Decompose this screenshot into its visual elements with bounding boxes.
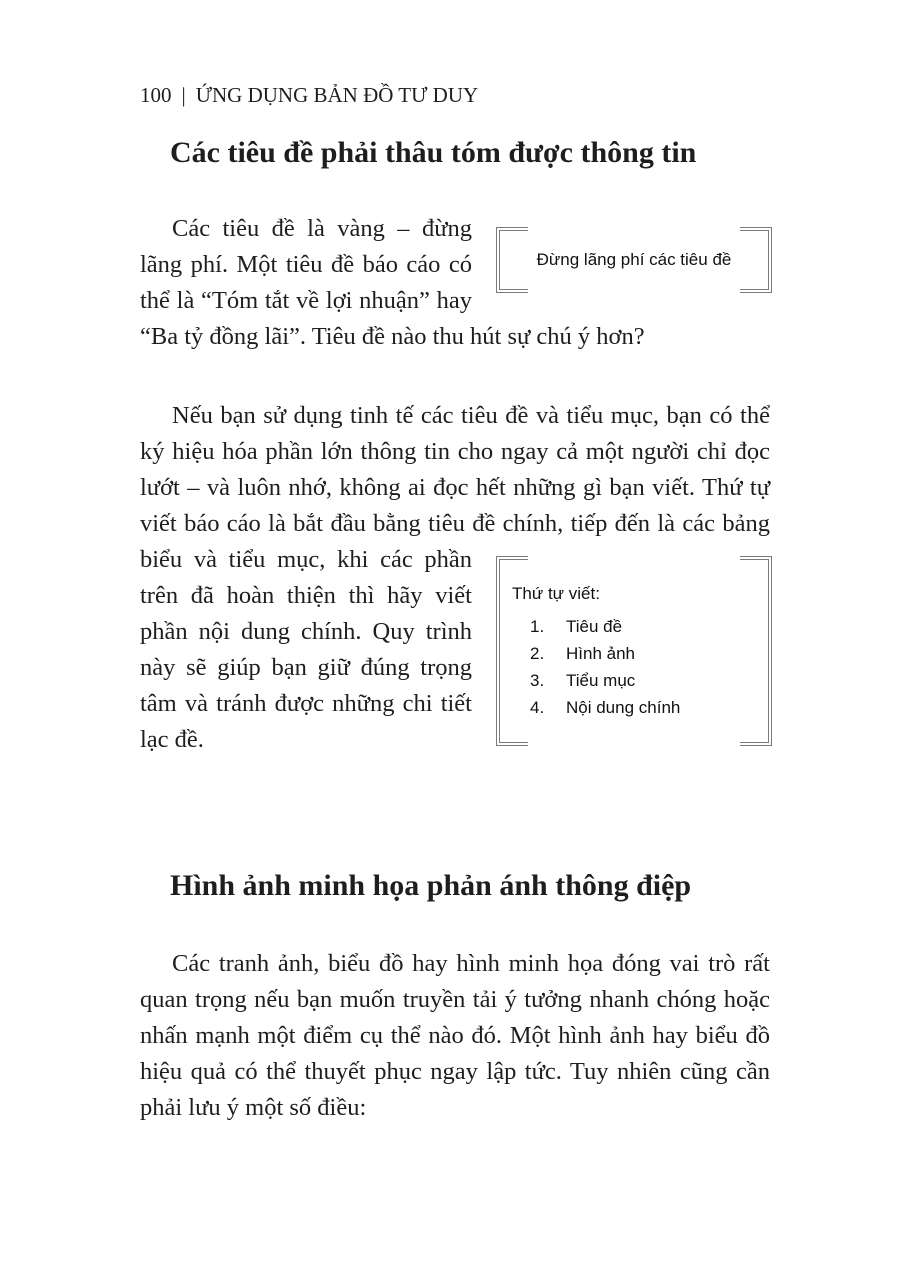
book-title: ỨNG DỤNG BẢN ĐỒ TƯ DUY: [195, 83, 479, 107]
list-item: 1. Tiêu đề: [530, 617, 623, 636]
paragraph-writing-order: [140, 398, 770, 758]
callout-text: Đừng lãng phí các tiêu đề: [536, 250, 732, 269]
running-head: [140, 80, 478, 110]
section-heading-headlines: Các tiêu đề phải thâu tóm được thông tin: [170, 136, 697, 169]
paragraph-text: Các tranh ảnh, biểu đồ hay hình minh họa đóng vai trò rất quan trọng nếu bạn muốn truyền tải ý tưởng nhanh chóng hoặc nhấn mạnh một điểm cụ thể nào đó. Một hình ảnh hay biểu đồ hiệu quả có thể thuyết phục ngay lập tức. Tuy nhiên cũng cần phải lưu ý một số điều:: [140, 950, 770, 1121]
page-number: 100: [140, 83, 172, 107]
section-heading-illustrations: Hình ảnh minh họa phản ánh thông điệp: [170, 869, 692, 902]
writing-order-list: [512, 613, 768, 721]
paragraph-text: Nếu bạn sử dụng tinh tế các tiêu đề và tiểu mục, bạn có thể ký hiệu hóa phần lớn thông tin cho ngay cả một người chỉ đọc lướt – và luôn nhớ, không ai đọc hết những gì bạn viết. Thứ tự viết báo cáo là bắt đầu bằng tiêu đề chính, tiếp đến là các bảng biểu và tiểu mục, khi các phần trên đã hoàn thiện thì hãy viết phần nội dung chính. Quy trình này sẽ giúp bạn giữ đúng trọng tâm và tránh được những chi tiết lạc đề.: [140, 402, 770, 753]
callout-box-writing-order: [496, 556, 772, 746]
list-item: 3. Tiểu mục: [530, 671, 636, 690]
list-item: 4. Nội dung chính: [530, 698, 681, 717]
paragraph-illustrations: [140, 946, 770, 1126]
list-item: 2. Hình ảnh: [530, 644, 635, 663]
paragraph-text: Các tiêu đề là vàng – đừng lãng phí. Một tiêu đề báo cáo có thể là “Tóm tắt về lợi nhuận” hay “Ba tỷ đồng lãi”. Tiêu đề nào thu hút sự chú ý hơn?: [140, 215, 645, 350]
callout-title: Thứ tự viết:: [512, 584, 600, 603]
callout-box-headlines: [496, 227, 772, 293]
paragraph-headlines-intro: [140, 211, 770, 355]
header-separator: |: [181, 83, 186, 107]
